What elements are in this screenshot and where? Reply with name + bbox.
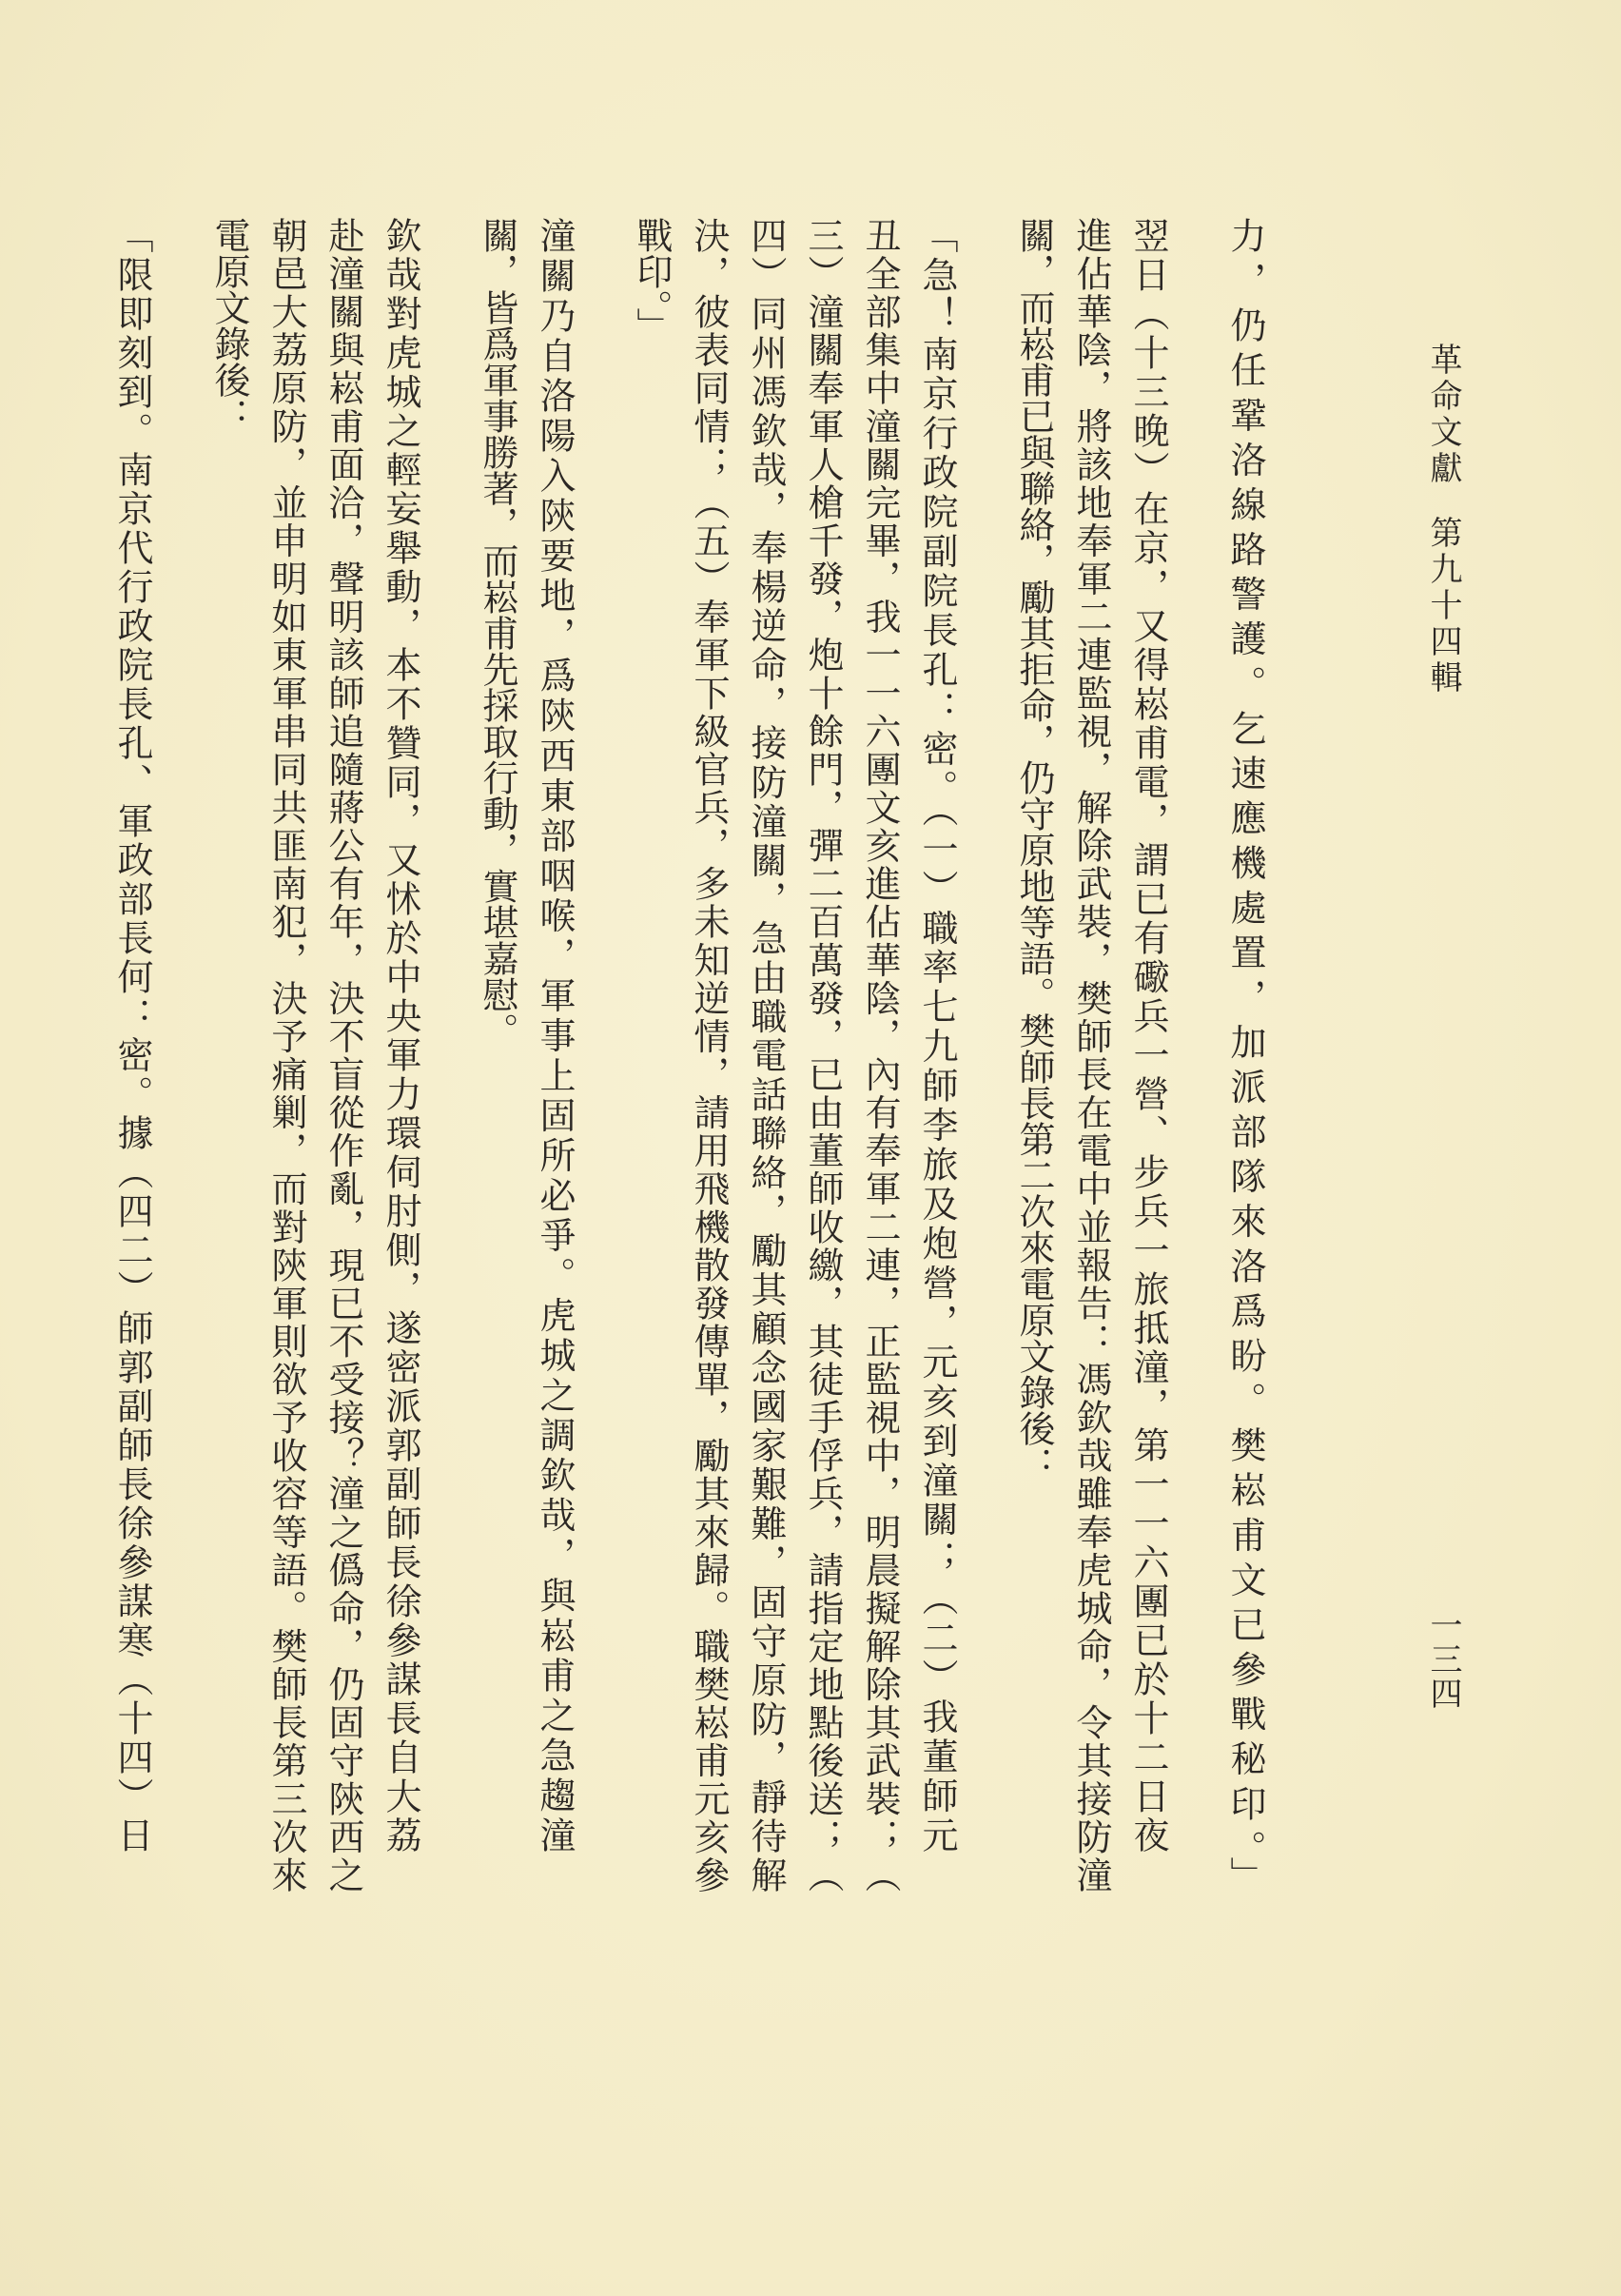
volume-number: 第九十四輯 <box>1424 516 1462 697</box>
text-column: 進佔華陰，將該地奉軍二連監視，解除武裝，樊師長在電中並報告：馮欽哉雖奉虎城命，令其接防潼 <box>1070 217 1112 1893</box>
text-column: 潼關乃自洛陽入陝要地，爲陝西東部咽喉，軍事上固所必爭。虎城之調欽哉，與崧甫之急趨潼 <box>534 217 576 1853</box>
text-column: 「限即刻到。南京代行政院長孔、軍政部長何：密。據（四二）師郭副師長徐參謀寒（十四）日 <box>111 217 153 1853</box>
book-title: 革命文獻 <box>1424 343 1462 487</box>
text-column: 電原文錄後： <box>208 217 250 434</box>
text-column: 丑全部集中潼關完畢，我一一六團文亥進佔華陰，內有奉軍二連，正監視中，明晨擬解除其武裝；（ <box>859 217 901 1893</box>
text-column: 力，仍任鞏洛線路警護。乞速應機處置，加派部隊來洛爲盼。樊崧甫文已參戰秘印。」 <box>1224 217 1266 1893</box>
text-column: 戰印。」 <box>631 217 673 343</box>
running-head <box>1424 343 1462 697</box>
text-column: 四）同州馮欽哉，奉楊逆命，接防潼關，急由職電話聯絡，勵其顧念國家艱難，固守原防，靜待解 <box>745 217 787 1893</box>
text-column: 關，皆爲軍事勝著，而崧甫先採取行動，實堪嘉慰。 <box>477 217 518 1049</box>
text-column: 翌日（十三晚）在京，又得崧甫電，謂已有礮兵一營、步兵一旅抵潼，第一一六團已於十二日夜 <box>1127 217 1169 1853</box>
text-column: 決，彼表同情；（五）奉軍下級官兵，多未知逆情，請用飛機散發傳單，勵其來歸。職樊崧甫元亥參 <box>688 217 730 1893</box>
text-column: 「急！南京行政院副院長孔：密。（一）職率七九師李旅及炮營，元亥到潼關；（二）我董師元 <box>916 217 958 1853</box>
text-column: 欽哉對虎城之輕妄舉動，本不贊同，又怵於中央軍力環伺肘側，遂密派郭副師長徐參謀長自大荔 <box>380 217 421 1853</box>
text-column: 關，而崧甫已與聯絡，勵其拒命，仍守原地等語。樊師長第二次來電原文錄後： <box>1013 217 1055 1482</box>
text-column: 朝邑大荔原防，並申明如東軍串同共匪南犯，決予痛剿，而對陝軍則欲予收容等語。樊師長第三次來 <box>265 217 307 1893</box>
text-column: 赴潼關與崧甫面洽，聲明該師追隨蔣公有年，決不盲從作亂，現已不受接？潼之僞命，仍固守陝西之 <box>322 217 364 1893</box>
page-number: 一三四 <box>1424 1608 1462 1711</box>
body-text <box>111 217 1274 1893</box>
text-column: 三）潼關奉軍人槍千發，炮十餘門，彈二百萬發，已由董師收繳，其徒手俘兵，請指定地點後送；（ <box>802 217 844 1893</box>
